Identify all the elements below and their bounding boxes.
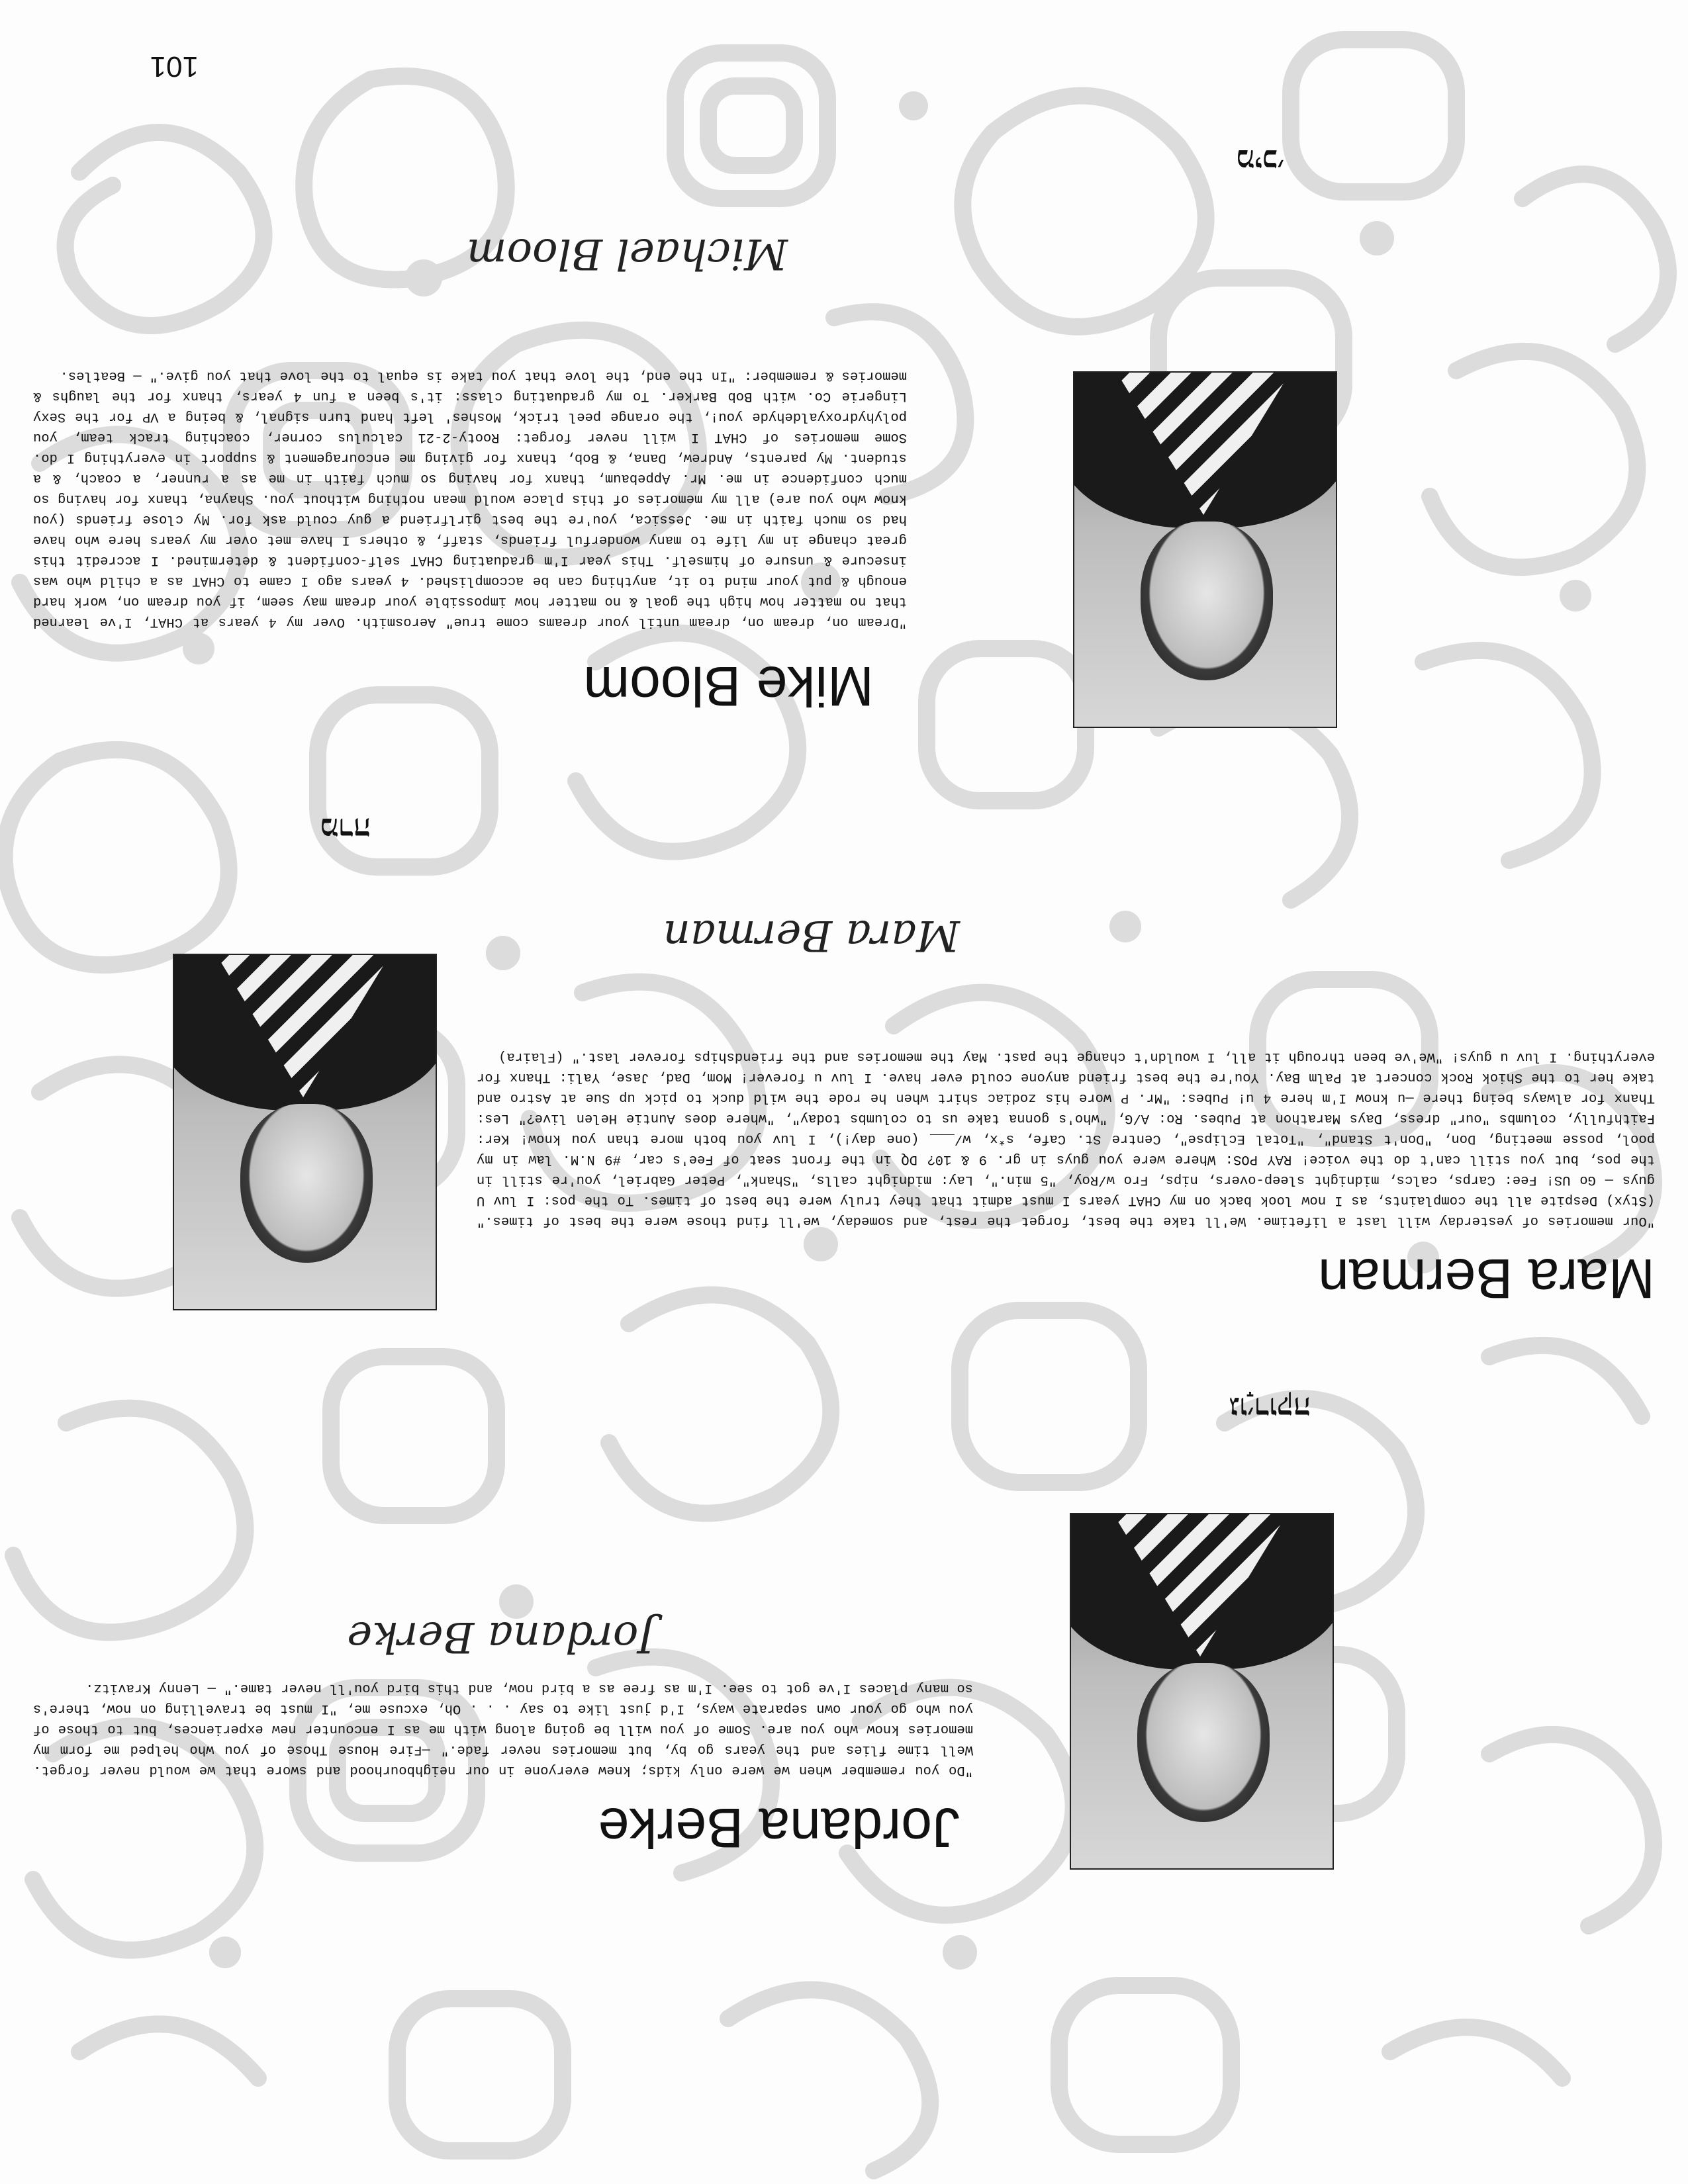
handwritten-signature: Mara Berman <box>663 911 960 960</box>
student-quote: "Dream on, dream on, dream until your dreams come true" Aerosmith. Over my 4 years at CHAT, I've learned that no matter how high the goal & no matter how impossible your dream may seem, if you dream on, work hard enough & put your mind to it, anything can be accomplished. 4 years ago I came to CHAT as a child who was insecure & unsure of himself. This year I'm graduating CHAT self-confident & determined. I accredit this great change in my life to many wonderful friends, staff, & others I have met over my years here who have had so much faith in me. Jessica, you're the best girlfriend a guy could ask for. My close friends (you know who you are) all my memories of this place would mean nothing without you. Shayna, thanx for having so much confidence in me. Mr. Appebaum, thanx for having so much faith in me as a runner, a coach, & a student. My parents, Andrew, Dana, & Bob, thanx for giving me encouragement & support in everything I do. Some memories of CHAT I will never forget: Rooty-2-21 calculus corner, coaching track team, you polyhydroxyaldehyde you!, the orange peel trick, Moshes' left hand turn signal, & being a VP for the Sexy Lingerie Co. with Bob Barker. To my graduating class: it's been a fun 4 years, thanx for the laughs & memories & remember: "In the end, the love that you take is equal to the love that you give." — Beatles. <box>33 368 907 629</box>
student-name: Jordana Berke <box>598 1797 960 1859</box>
handwritten-signature: Jordana Berke <box>347 1612 655 1661</box>
student-quote: "Do you remember when we were only kids; knew everyone in our neighbourhood and swore that we would never forget. Well time flies and the years go by, but memories never fade." —Fire House Those of you who helped me form my memories know who you are. Some of you will be going along with me as I encounter new experiences, but to those of you who go your own separate ways, I'd just like to say . . . Oh, excuse me, "I must be travelling on now, there's so many places I've got to see. I'm as free as a bird now, and this bird you'll never tame." — Lenny Kravitz. <box>33 1680 973 1778</box>
handwritten-signature: Michael Bloom <box>466 229 788 278</box>
student-quote: "Our memories of yesterday will last a lifetime. We'll take the best, forget the rest, and someday, we'll find those were the best of times." (Styx) Despite all the complaints, as I now look back on my CHAT years I must admit that they truly were the best of times. To the pos: I luv U guys — Go US! Fee: Carps, calcs, midnight sleep-overs, nips, Fro w/Roy, "5 min.", Lay: midnight calls, "Shank", Peter Gabriel, you're still in the pos, but you still can't do the voice! RAY POS: Where were you guys in gr. 9 & 10? DQ in the front seat of Fee's car, #9 N.M. law in my pool, posse meeting, Don, "Don't Stand", "Total Eclipse", Centre St. Cafe, s*x, w/___ (one day!), I luv you both more than you know! Ker: Faithfully, columbs "our" dress, Days Marathon at Pubes. Ro: A/G, "who's gonna take us to columbs today", "where does Auntie Helen live?" Les: Thanx for always being there —u know I'm here 4 u! Pubes: "Mr. P wore his zodiac shirt when he rode the wild duck to pick up Sue at Astro and take her to the Shiok Rock concert at Palm Bay. You're the best friend anyone could ever have. I luv u forever! Mom, Dad, Jase, Yali: Thanx for everything. I luv u guys! "We've been through it all, I wouldn't change the past. May the memories and the friendships forever last." (Flaira) <box>477 1049 1655 1228</box>
student-photo <box>173 954 437 1310</box>
student-photo <box>1070 1513 1334 1870</box>
page-number: 101 <box>150 50 199 83</box>
hebrew-name: גו׳ׇרוקה <box>1229 1390 1311 1426</box>
student-name: Mara Berman <box>1318 1248 1655 1310</box>
student-photo <box>1073 371 1337 728</box>
hebrew-name: מרה <box>320 811 371 847</box>
hebrew-name: מיכ׳ <box>1236 143 1284 179</box>
student-name: Mike Bloom <box>583 655 874 717</box>
